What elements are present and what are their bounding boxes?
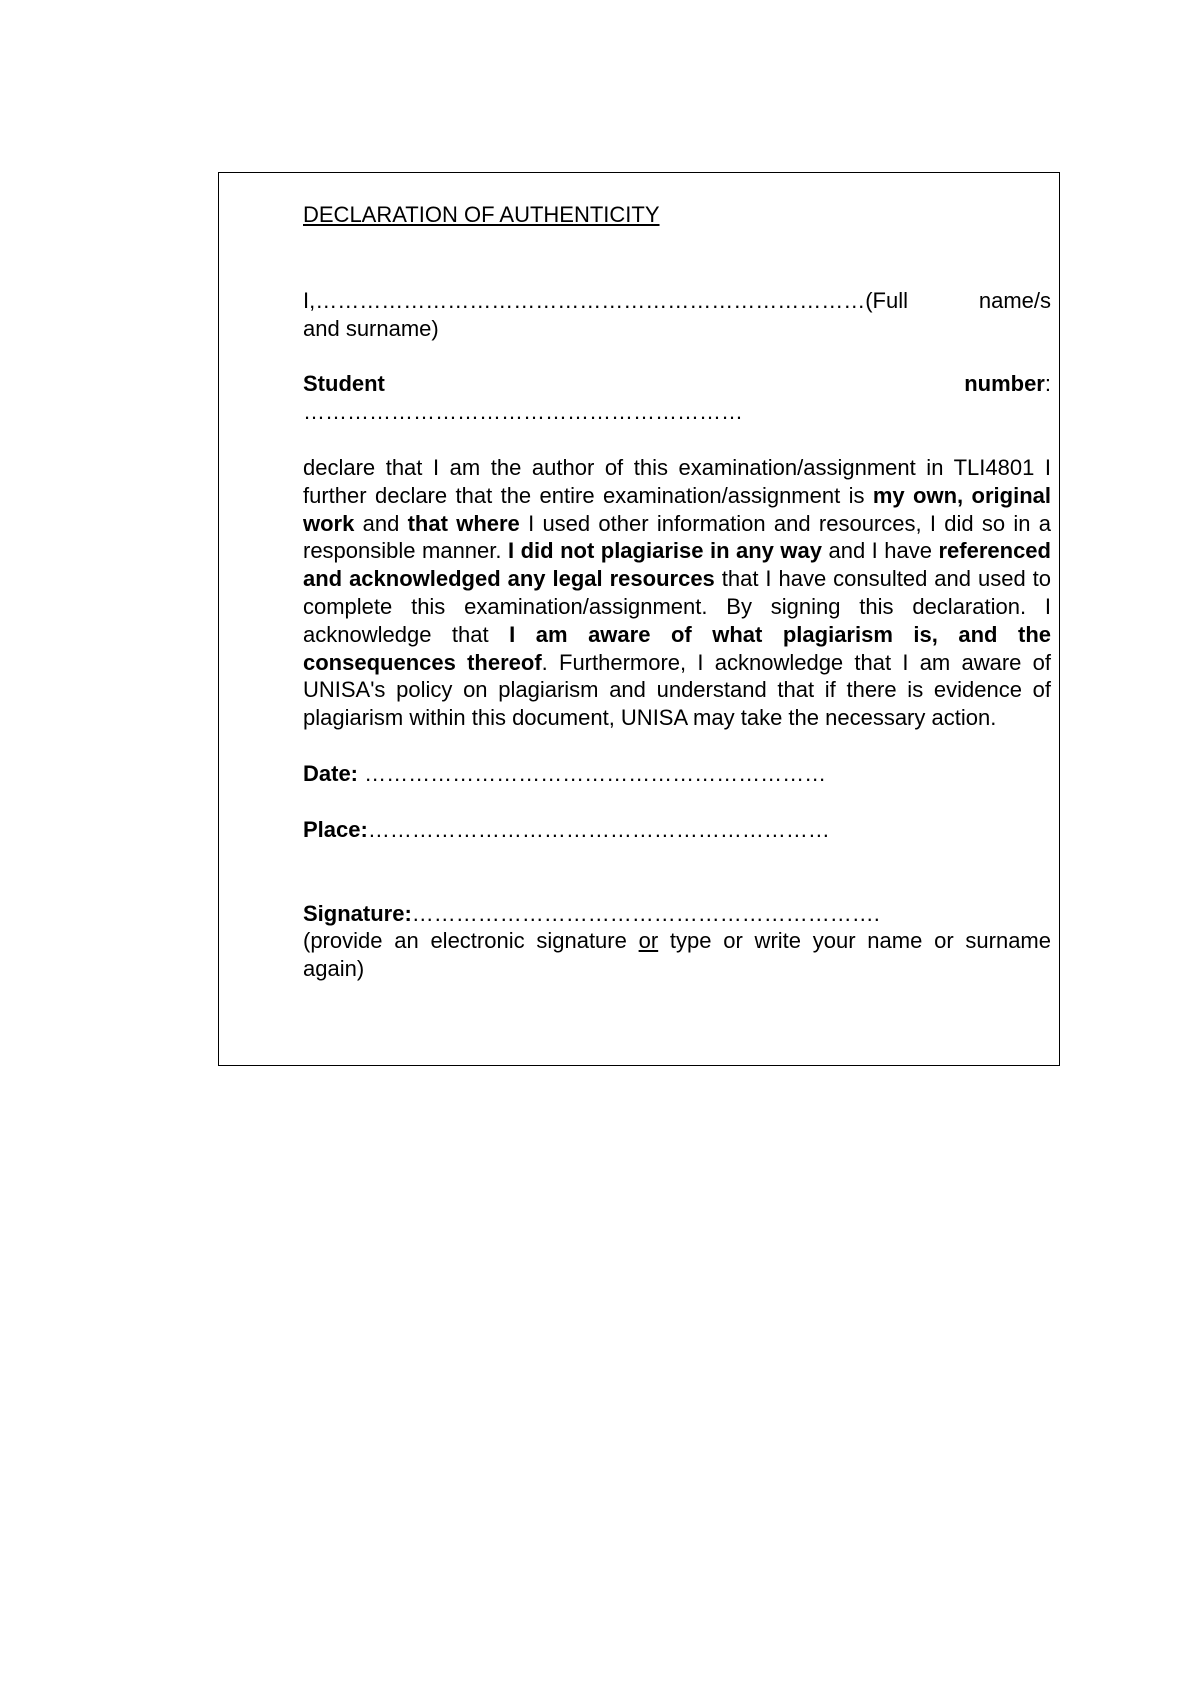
date-dots: ……………………………………………………… [358,760,827,786]
place-label: Place: [303,816,368,842]
declaration-heading: DECLARATION OF AUTHENTICITY [303,202,660,227]
body-text-2: and [354,510,408,536]
name-line [303,287,1051,315]
date-label: Date: [303,760,359,786]
declaration-body [303,454,1051,732]
declaration-box [218,172,1060,1066]
name-suffix-names: name/s [978,287,1051,313]
place-line [303,816,1051,844]
date-line [303,760,1051,788]
body-bold-no-plagiarism: I did not plagiarise in any way [507,538,822,564]
name-prefix: I, [303,287,316,313]
body-text-4: and I have [821,538,939,564]
body-text-5: that I have consulted and used to complete this examination/assignment. By signing this declaration. I acknowledge that [303,566,1051,647]
body-bold-aware: I am aware of what plagiarism is, and the consequences thereof [303,621,1051,675]
student-number-colon: : [1044,371,1051,397]
student-number-line [303,370,1051,398]
number-label: number [964,371,1045,397]
declaration-content [303,201,1051,983]
body-bold-referenced: referenced and acknowledged any legal resources [303,538,1051,592]
signature-line [303,900,1051,928]
body-text-6: . Furthermore, I acknowledge that I am aware of UNISA's policy on plagiarism and understand that if there is evidence of plagiarism within this document, UNISA may take the necessary action. [303,649,1052,731]
signature-dots: ………………………………………………………. [411,900,880,926]
signature-note-or: or [638,928,659,954]
student-label: Student [303,371,385,397]
name-dots: ………………………………………………………………… [315,287,866,313]
body-text-3: I used other information and resources, I did so in a responsible manner. [303,510,1051,564]
name-line-continuation: and surname) [303,315,439,341]
signature-label: Signature: [303,900,412,926]
student-number-dots: …………………………………………………… [303,399,743,425]
body-bold-that-where: that where [407,510,520,536]
place-dots: ……………………………………………………… [367,816,830,842]
name-suffix-full: (Full [865,287,909,313]
signature-note-text-2: type or write your name or surname again) [303,928,1051,982]
body-bold-own-work: my own, original work [303,482,1051,536]
body-text-1: declare that I am the author of this examination/assignment in TLI4801 I further declare that the entire examination/assignment is [303,454,1051,508]
signature-note-text-1: (provide an electronic signature [303,928,639,954]
signature-note [303,927,1051,983]
